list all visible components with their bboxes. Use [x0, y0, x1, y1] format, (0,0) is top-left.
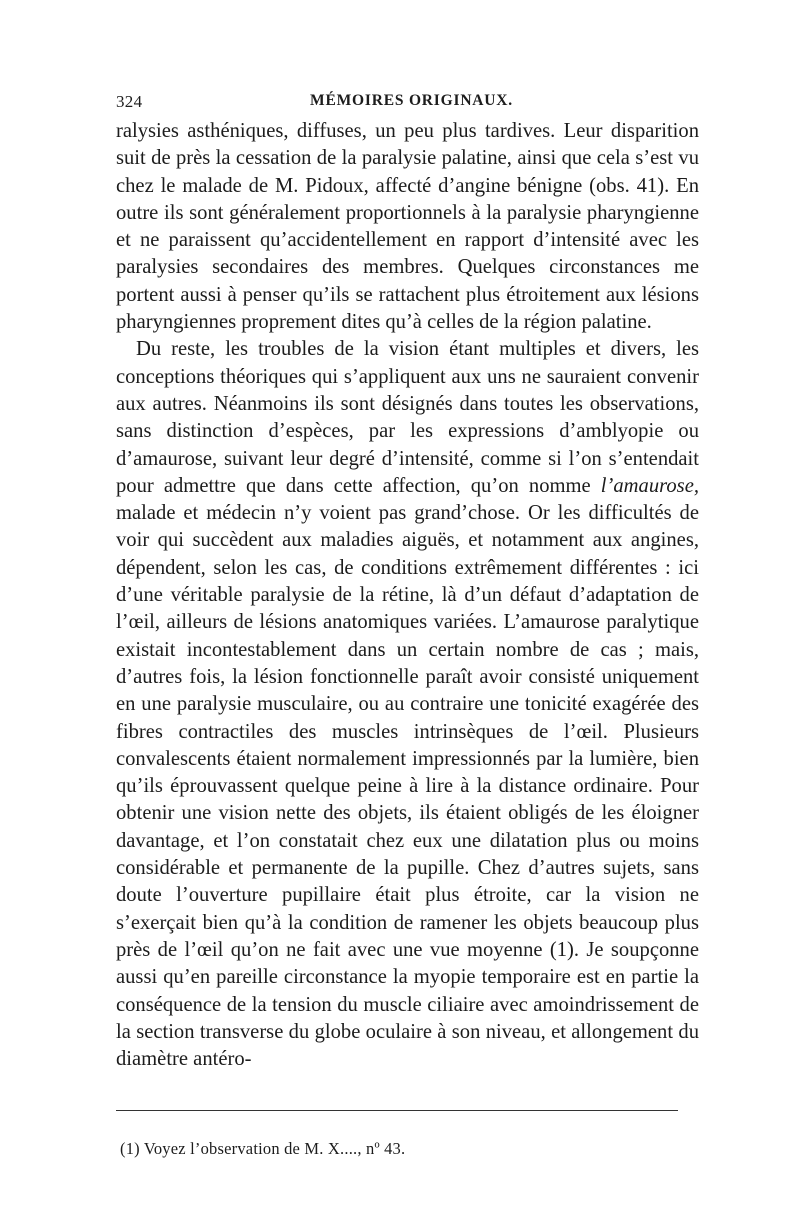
paragraph: ralysies asthéniques, diffuses, un peu plus tardives. Leur disparition suit de près la cessation de la paralysie palatine, ainsi que cela s’est vu chez le malade de M. Pidoux, affecté d’angine bénigne (obs. 41). En outre ils sont généralement proportionnels à la paralysie pharyngienne et ne paraissent qu’accidentellement en rapport d’intensité avec les paralysies secondaires des membres. Quelques circonstances me portent aussi à penser qu’ils se rattachent plus étroitement aux lésions pharyngiennes proprement dites qu’à celles de la région palatine.	[116, 120, 699, 334]
running-head: MÉMOIRES ORIGINAUX.	[310, 92, 513, 109]
body-text	[116, 118, 699, 1073]
footnote-divider	[116, 1110, 678, 1111]
document-page	[116, 92, 699, 1073]
paragraph-text: malade et médecin n’y voient pas grand’chose. Or les difficultés de voir qui succèdent aux maladies aiguës, et notamment aux angines, dépendent, selon les cas, de conditions extrêmement différentes : ici d’une véritable paralysie de la rétine, là d’un défaut d’adaptation de l’œil, ailleurs de lésions anatomiques variées. L’amaurose paralytique existait incontestablement dans un certain nombre de cas ; mais, d’autres fois, la lésion fonctionnelle paraît avoir consisté uniquement en une paralysie musculaire, ou au contraire une tonicité exagérée des fibres contractiles des muscles intrinsèques de l’œil. Plusieurs convalescents étaient normalement impressionnés par la lumière, bien qu’ils éprouvassent quelque peine à lire à la distance ordinaire. Pour obtenir une vision nette des objets, ils étaient obligés de les éloigner davantage, et l’on constatait chez eux une dilatation plus ou moins considérable et permanente de la pupille. Chez d’autres sujets, sans doute l’ouverture pupillaire était plus étroite, car la vision ne s’exerçait bien qu’à la condition de ramener les objets beaucoup plus près de l’œil qu’on ne fait avec une vue moyenne (1). Je soupçonne aussi qu’en pareille circonstance la myopie temporaire est en partie la conséquence de la tension du muscle ciliaire avec amoindrissement de la section transverse du globe oculaire à son niveau, et allongement du diamètre antéro-	[116, 502, 699, 1071]
page-number: 324	[116, 92, 143, 111]
footnote: (1) Voyez l’observation de M. X...., nº 43.	[120, 1139, 406, 1158]
paragraph	[116, 336, 699, 1073]
italic-term: l’amaurose,	[600, 474, 699, 497]
paragraph-text: Du reste, les troubles de la vision étant multiples et divers, les conceptions théoriques qui s’appliquent aux uns ne sauraient convenir aux autres. Néanmoins ils sont désignés dans toutes les observations, sans distinction d’espèces, par les expressions d’amblyopie ou d’amaurose, suivant leur degré d’intensité, comme si l’on s’entendait pour admettre que dans cette affection, qu’on nomme	[116, 338, 699, 497]
page-header	[116, 92, 699, 118]
